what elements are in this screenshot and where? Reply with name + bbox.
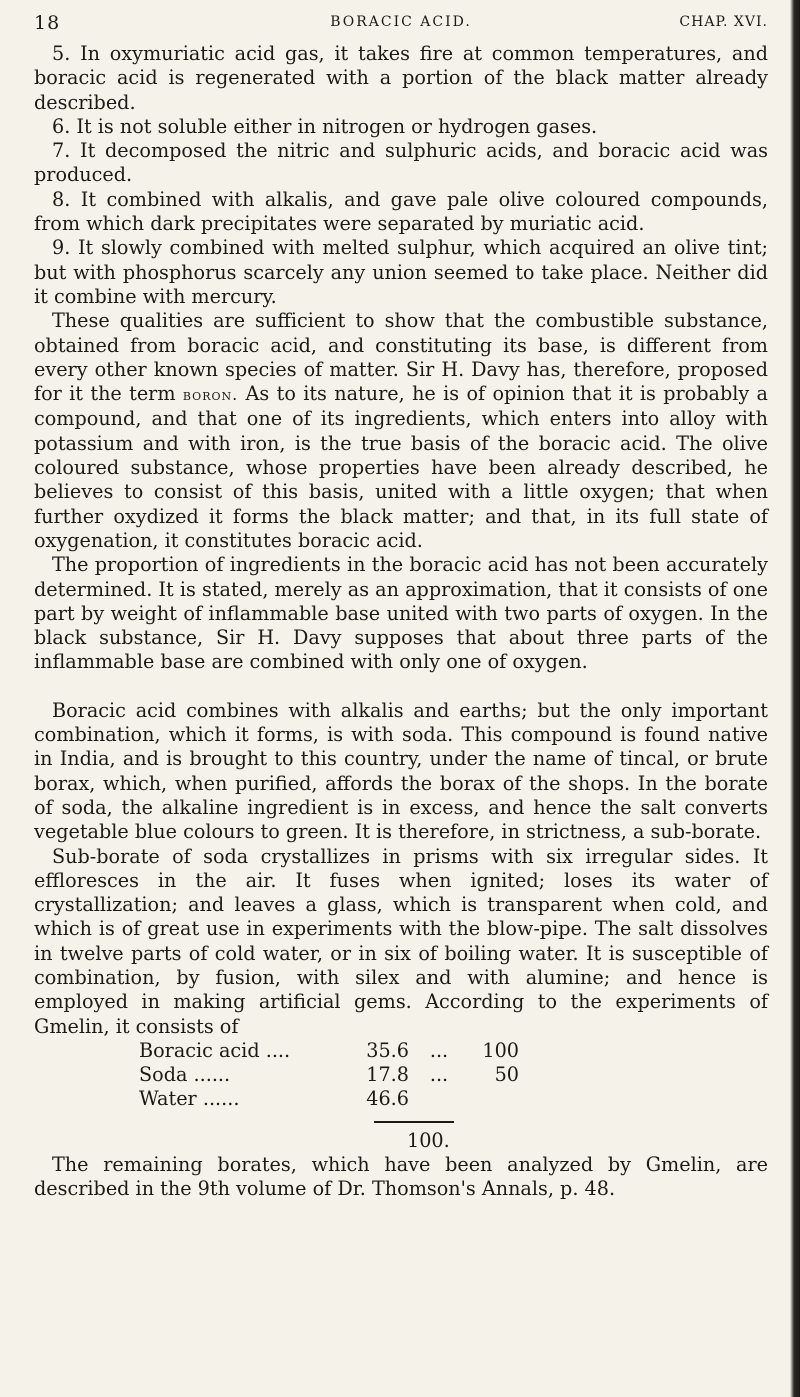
leader-dots: ... <box>429 1038 449 1062</box>
boron-text-after: As to its nature, he is of opinion that it is probably a compound, and that one of its ingredients, which enters into alloy with potassium and with iron, is the true basis of the boracic acid. The olive coloured substance, whose properties have been already described, he believes to consist of this basis, united with a little oxygen; that when further oxydized it forms the black matter; and that, in its full state of oxygenation, it constitutes boracic acid. <box>34 382 768 552</box>
component-name: Water ...... <box>139 1086 240 1110</box>
component-name: Soda ...... <box>139 1062 231 1086</box>
component-ratio: 100 <box>482 1038 519 1062</box>
chapter-label: CHAP. XVI. <box>679 14 768 30</box>
running-header <box>34 8 768 38</box>
boron-paragraph <box>34 309 768 553</box>
table-row <box>139 1087 559 1111</box>
page-edge-shadow <box>790 0 800 1397</box>
table-total: 100. <box>407 1128 450 1152</box>
proportion-paragraph: The proportion of ingredients in the boracic acid has not been accurately determined. It is stated, merely as an approximation, that it consists of one part by weight of inflammable base united with two parts of oxygen. In the black substance, Sir H. Davy supposes that about three parts of the inflammable base are combined with only one of oxygen. <box>34 553 768 674</box>
subborate-paragraph: Sub-borate of soda crystallizes in prisms with six irregular sides. It effloresces in the air. It fuses when ignited; loses its water of crystallization; and leaves a glass, which is transparent when cold, and which is of great use in experiments with the blow-pipe. The salt dissolves in twelve parts of cold water, or in six of boiling water. It is susceptible of combination, by fusion, with silex and with alumine; and hence is employed in making artificial gems. According to the experiments of Gmelin, it consists of <box>34 844 768 1038</box>
page-number: 18 <box>34 12 61 34</box>
paragraph-8: 8. It combined with alkalis, and gave pale olive coloured compounds, from which dark precipitates were separated by muriatic acid. <box>34 187 768 236</box>
boron-term: boron. <box>182 385 239 405</box>
paragraph-9: 9. It slowly combined with melted sulphur, which acquired an olive tint; but with phosphorus scarcely any union seemed to take place. Neither did it combine with mercury. <box>34 236 768 308</box>
closing-paragraph: The remaining borates, which have been analyzed by Gmelin, are described in the 9th volume of Dr. Thomson's Annals, p. 48. <box>34 1153 768 1201</box>
table-row <box>139 1063 559 1087</box>
leader-dots <box>409 1087 469 1111</box>
running-title: BORACIC ACID. <box>330 14 472 30</box>
paragraph-6: 6. It is not soluble either in nitrogen or hydrogen gases. <box>52 114 598 138</box>
component-ratio <box>469 1087 519 1111</box>
soda-paragraph: Boracic acid combines with alkalis and earths; but the only important combination, which it forms, is with soda. This compound is found native in India, and is brought to this country, under the name of tincal, or brute borax, which, when purified, affords the borax of the shops. In the borate of soda, the alkaline ingredient is in excess, and hence the salt converts vegetable blue colours to green. It is therefore, in strictness, a sub-borate. <box>34 698 768 844</box>
component-name: Boracic acid .... <box>139 1038 291 1062</box>
component-value: 35.6 <box>366 1038 409 1062</box>
leader-dots: ... <box>429 1062 449 1086</box>
table-row <box>139 1039 559 1063</box>
page-body <box>34 42 768 1202</box>
paragraph-5: 5. In oxymuriatic acid gas, it takes fire at common temperatures, and boracic acid is regenerated with a portion of the black matter already described. <box>34 42 768 114</box>
component-value: 46.6 <box>366 1086 409 1110</box>
component-value: 17.8 <box>366 1062 409 1086</box>
boron-text-before: These qualities are sufficient to show that the combustible substance, obtained from boracic acid, and constituting its base, is different from every other known species of matter. Sir H. Davy has, therefore, proposed for it the term <box>34 309 768 406</box>
paragraph-7: 7. It decomposed the nitric and sulphuric acids, and boracic acid was produced. <box>34 139 768 187</box>
sum-rule <box>374 1121 454 1123</box>
component-ratio: 50 <box>494 1062 519 1086</box>
composition-table <box>139 1039 559 1153</box>
